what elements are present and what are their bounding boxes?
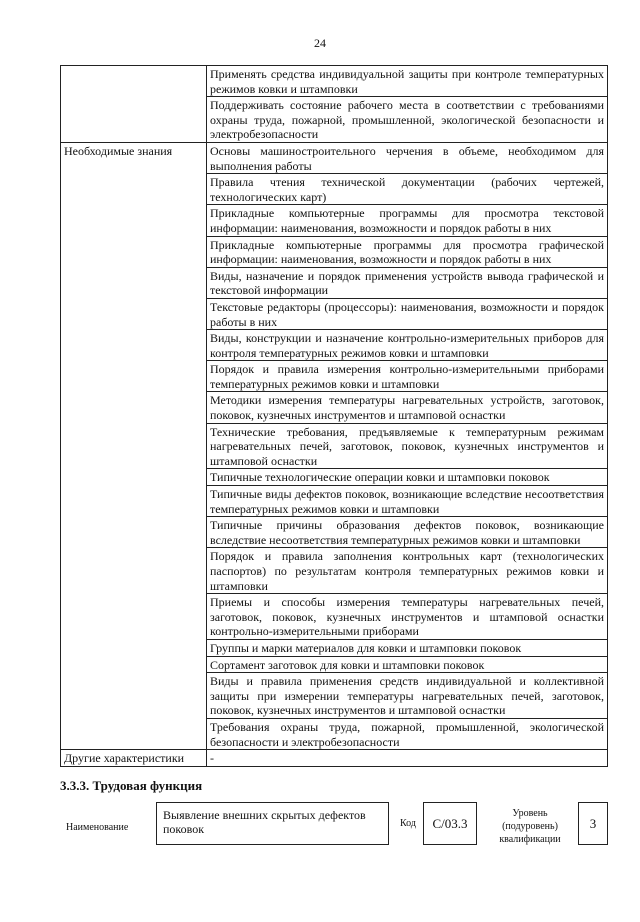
table-cell: Основы машиностроительного черчения в объеме, необходимом для выполнения работы [207,142,608,173]
table-cell: Виды, назначение и порядок применения устройств вывода графической и текстовой информации [207,267,608,298]
table-cell: Типичные технологические операции ковки и штамповки поковок [207,469,608,486]
code-box: C/03.3 [423,802,477,845]
code-label: Код [400,818,416,829]
name-label: Наименование [66,822,129,833]
table-cell: Правила чтения технической документации (рабочих чертежей, технологических карт) [207,174,608,205]
table-cell: Группы и марки материалов для ковки и штамповки поковок [207,639,608,656]
table-cell: Порядок и правила измерения контрольно-измерительными приборами температурных режимов ковки и штамповки [207,361,608,392]
table-cell: Приемы и способы измерения температуры нагревательных печей, заготовок, поковок, кузнечных инструментов и штамповой оснастки контрольно-измерительными приборами [207,594,608,640]
table-row [61,142,608,173]
requirements-table-body [61,66,608,767]
row-label-other-characteristics: Другие характеристики [61,750,207,767]
table-cell: Требования охраны труда, пожарной, промышленной, экологической безопасности и электробезопасности [207,718,608,749]
page-number: 24 [314,36,326,50]
table-cell: Виды и правила применения средств индивидуальной и коллективной защиты при измерении температуры нагревательных печей, заготовок, поковок, кузнечных инструментов и штамповой оснастки [207,673,608,719]
qualification-level-box: 3 [578,802,608,845]
table-cell: Сортамент заготовок для ковки и штамповки поковок [207,656,608,673]
table-cell: Методики измерения температуры нагревательных устройств, заготовок, поковок, кузнечных инструментов и штамповой оснастки [207,392,608,423]
row-label-required-knowledge: Необходимые знания [61,142,207,749]
requirements-table [60,65,608,767]
table-cell: Прикладные компьютерные программы для просмотра текстовой информации: наименования, возможности и порядок работы в них [207,205,608,236]
table-cell: - [207,750,608,767]
table-cell: Текстовые редакторы (процессоры): наименования, возможности и порядок работы в них [207,298,608,329]
table-cell: Типичные причины образования дефектов поковок, возникающие вследствие несоответствия температурных режимов ковки и штамповки [207,517,608,548]
table-cell: Поддерживать состояние рабочего места в соответствии с требованиями охраны труда, пожарной, промышленной, экологической безопасности и электробезопасности [207,97,608,143]
table-cell: Виды, конструкции и назначение контрольно-измерительных приборов для контроля температурных режимов ковки и штамповки [207,330,608,361]
qualification-level-label: Уровень (подуровень) квалификации [499,808,561,845]
table-cell: Типичные виды дефектов поковок, возникающие вследствие несоответствия температурных режимов ковки и штамповки [207,486,608,517]
section-title: 3.3.3. Трудовая функция [60,778,203,793]
table-row [61,750,608,767]
row-label [61,66,207,143]
table-cell: Прикладные компьютерные программы для просмотра графической информации: наименования, возможности и порядок работы в них [207,236,608,267]
table-row [61,66,608,97]
table-cell: Порядок и правила заполнения контрольных карт (технологических паспортов) по результатам контроля температурных режимов ковки и штамповки [207,548,608,594]
table-cell: Технические требования, предъявляемые к температурным режимам нагревательных печей, заготовок, поковок, кузнечных инструментов и штамповой оснастки [207,423,608,469]
table-cell: Применять средства индивидуальной защиты при контроле температурных режимов ковки и штамповки [207,66,608,97]
function-name-box: Выявление внешних скрытых дефектов поковок [156,802,389,845]
